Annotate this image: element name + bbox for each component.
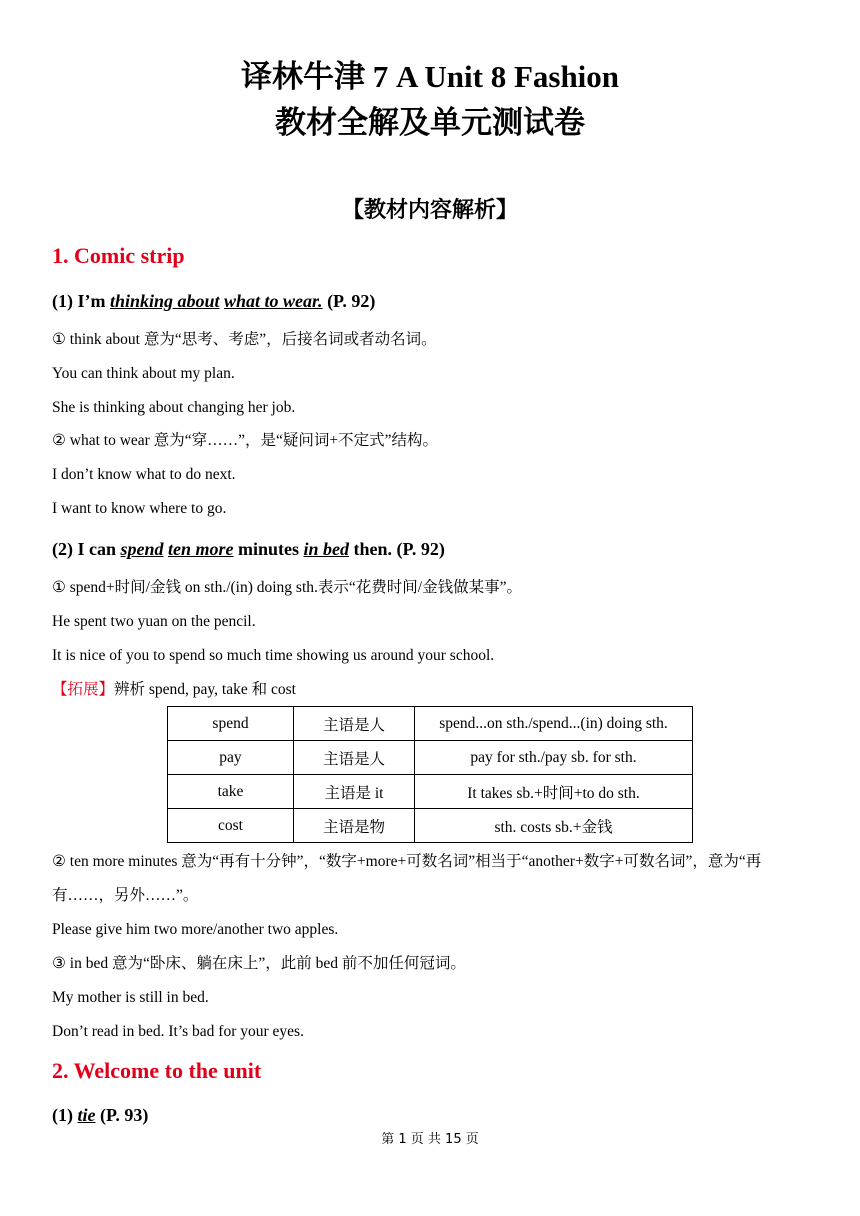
paragraph: ② what to wear 意为“穿……”，是“疑问词+不定式”结构。: [52, 432, 438, 449]
example-sentence: You can think about my plan.: [52, 365, 235, 382]
underlined-phrase: spend: [120, 539, 164, 559]
example-sentence: My mother is still in bed.: [52, 989, 209, 1006]
extension-note: [52, 679, 296, 701]
subheading-text: (P. 92): [322, 291, 376, 311]
document-title-line2: 教材全解及单元测试卷: [275, 105, 585, 140]
table-row: [168, 809, 693, 843]
example-sentence: I want to know where to go.: [52, 500, 227, 517]
paragraph: ② ten more minutes 意为“再有十分钟”，“数字+more+可数名词”相当于“another+数字+可数名词”，意为“再有……，另外……”。: [52, 853, 762, 904]
table-cell: pay: [168, 741, 294, 775]
table-cell: sth. costs sb.+金钱: [415, 809, 693, 843]
underlined-phrase: thinking about: [109, 291, 220, 311]
underlined-phrase: in bed: [303, 539, 350, 559]
underlined-phrase: ten more: [168, 539, 234, 559]
subheading-text: (1): [52, 1105, 78, 1125]
paragraph: ① spend+时间/金钱 on sth./(in) doing sth.表示“花费时间/金钱做某事”。: [52, 579, 522, 596]
table-cell: pay for sth./pay sb. for sth.: [415, 741, 693, 775]
heading-welcome: 2. Welcome to the unit: [52, 1058, 262, 1083]
document-title-line1: 译林牛津 7 A Unit 8 Fashion: [240, 59, 620, 94]
underlined-phrase: what to wear.: [224, 291, 323, 311]
example-sentence: It is nice of you to spend so much time showing us around your school.: [52, 647, 495, 664]
table-cell: 主语是人: [294, 741, 415, 775]
table-row: [168, 707, 693, 741]
subheading-1-2: [52, 537, 445, 561]
table-cell: 主语是物: [294, 809, 415, 843]
subheading-text: (P. 93): [95, 1105, 149, 1125]
subheading-text: (1) I’m: [52, 291, 110, 311]
table-row: [168, 775, 693, 809]
comparison-table: [167, 706, 693, 843]
page-footer: 第 1 页 共 15 页: [381, 1132, 479, 1147]
subheading-text: minutes: [233, 539, 304, 559]
subheading-text: (2) I can: [52, 539, 121, 559]
table-cell: take: [168, 775, 294, 809]
table-cell: cost: [168, 809, 294, 843]
subheading-2-1: [52, 1103, 148, 1127]
section-heading: 【教材内容解析】: [341, 197, 518, 222]
extension-label: 【拓展】: [52, 681, 115, 698]
table-cell: spend...on sth./spend...(in) doing sth.: [415, 707, 693, 741]
table-cell: 主语是 it: [294, 775, 415, 809]
table-cell: It takes sb.+时间+to do sth.: [415, 775, 693, 809]
underlined-phrase: tie: [77, 1105, 96, 1125]
paragraph: ③ in bed 意为“卧床、躺在床上”，此前 bed 前不加任何冠词。: [52, 955, 466, 972]
table-cell: 主语是人: [294, 707, 415, 741]
subheading-1-1: [52, 289, 375, 313]
heading-comic-strip: 1. Comic strip: [52, 243, 185, 268]
example-sentence: She is thinking about changing her job.: [52, 399, 296, 416]
example-sentence: Please give him two more/another two apples.: [52, 921, 339, 938]
extension-text: 辨析 spend, pay, take 和 cost: [114, 681, 296, 698]
table-cell: spend: [168, 707, 294, 741]
paragraph: ① think about 意为“思考、考虑”，后接名词或者动名词。: [52, 331, 437, 348]
example-sentence: Don’t read in bed. It’s bad for your eyes.: [52, 1023, 304, 1040]
table-row: [168, 741, 693, 775]
example-sentence: He spent two yuan on the pencil.: [52, 613, 256, 630]
example-sentence: I don’t know what to do next.: [52, 466, 236, 483]
subheading-text: then. (P. 92): [349, 539, 445, 559]
